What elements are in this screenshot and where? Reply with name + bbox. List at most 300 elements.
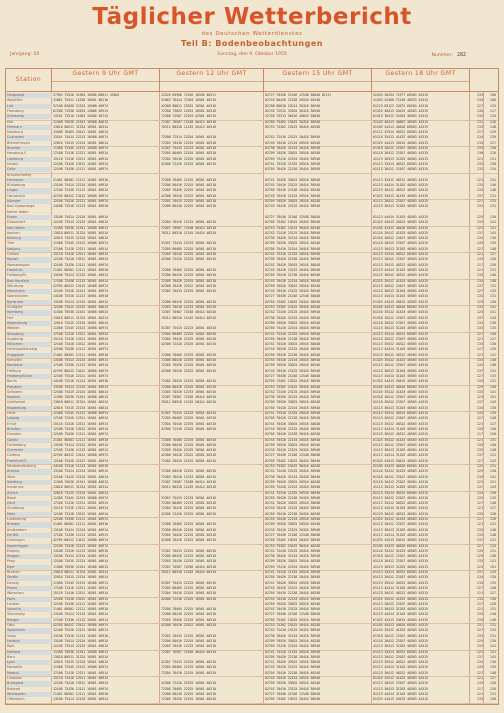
extra-value-1: 133 — [476, 183, 483, 188]
observation-group: 41113 36413 31203 40563 44315 — [373, 368, 428, 373]
extra-value-2: 131 — [489, 294, 496, 299]
observation-group: 17108 72416 12311 10561 40914 — [53, 670, 108, 675]
station-name: Lissabon — [7, 676, 22, 680]
station-name: Straubing — [7, 331, 24, 336]
extra-value-2: 130 — [489, 554, 496, 559]
observation-group: 02727 70436 21346 12548 30848 — [265, 373, 320, 378]
station-name: Neubrandenburg — [7, 464, 36, 468]
extra-value-2: 131 — [489, 538, 496, 543]
station-header-label: Station — [15, 76, 42, 83]
extra-value-1: 137 — [476, 315, 483, 320]
extra-value-2: 135 — [489, 495, 496, 500]
observation-group: 02745 70416 22134 20516 30948 — [265, 437, 320, 442]
extra-value-2: 130 — [489, 320, 496, 325]
extra-value-1: 121 — [476, 421, 483, 426]
extra-value-1: 133 — [476, 204, 483, 209]
observation-group: 13108 75414 22134 10561 40914 — [53, 697, 108, 702]
observation-group: 02745 70416 22134 20516 30948 — [265, 278, 320, 283]
subheader-row — [264, 81, 371, 89]
observation-group: 02705 70426 22138 20416 30948 — [265, 654, 320, 659]
observation-group: 02705 75402 13015 20416 30948 — [265, 379, 320, 384]
extra-value-2: 133 — [489, 628, 496, 633]
observation-group: 42765 80412 13412 10568 40974 — [53, 368, 108, 373]
observation-group: 61325 44413 20415 40563 44315 — [373, 617, 428, 622]
extra-value-2: 126 — [489, 601, 496, 606]
observation-group: 01113 26412 23107 40563 44315 — [373, 416, 428, 421]
observation-group: 02745 70416 23125 20416 30948 — [265, 607, 320, 612]
station-name: Brocken — [7, 426, 21, 431]
observation-group: 41113 36413 31203 40563 44315 — [373, 607, 428, 612]
observation-group: 42308 70416 23152 10561 40310 — [161, 453, 216, 458]
observation-group: 02705 75416 22154 20416 30948 — [265, 156, 320, 161]
observation-group: 02705 70426 22138 20416 30948 — [265, 416, 320, 421]
observation-group: 12108 73418 13512 10561 40914 — [53, 681, 108, 686]
station-name: Bremen — [7, 146, 21, 150]
observation-group: 21401 80501 12111 10561 40910 — [53, 437, 108, 442]
observation-group: 12816 73415 22134 10561 40614 — [53, 575, 108, 580]
extra-value-2: 127 — [489, 591, 496, 596]
observation-group: 02741 75316 21335 20518 30948 — [265, 161, 320, 166]
station-name: Paris — [7, 596, 16, 601]
observation-group: 01113 33414 40312 60563 44315 — [373, 649, 428, 654]
station-name: Weiden — [7, 326, 20, 331]
extra-value-2: 130 — [489, 214, 496, 219]
observation-group: 02709 70526 33025 20516 40348 — [265, 241, 320, 246]
observation-group: 61325 35412 41433 40563 44315 — [373, 517, 428, 521]
observation-group: 11308 70536 21541 10568 40613 — [53, 310, 108, 315]
observation-group: 17108 72436 11213 10561 40914 — [53, 532, 108, 537]
station-name: Helsinki — [7, 638, 21, 643]
observation-group: 42306 72416 23155 10561 40310 — [161, 511, 216, 516]
observation-group: 61325 35412 41433 40563 44315 — [373, 278, 428, 283]
observation-group: 72306 80416 22155 10561 40310 — [161, 612, 216, 617]
observation-group: 61325 35412 41433 40563 44315 — [373, 676, 428, 680]
observation-group: 02705 75416 22154 20416 30948 — [265, 246, 320, 251]
observation-group: 11368 72545 21513 10568 40974 — [53, 146, 108, 150]
observation-group: 01118 26412 23107 40563 44315 — [373, 479, 428, 484]
extra-value-2: 131 — [489, 691, 496, 696]
station-name: Osnabrück — [7, 193, 26, 198]
observation-group: 61325 44413 20415 40563 44315 — [373, 220, 428, 225]
observation-group: 12108 75436 12111 10561 40974 — [53, 601, 108, 606]
observation-group: 11308 70536 21541 10568 40613 — [53, 119, 108, 124]
observation-group: 72302 70415 22155 10561 40310 — [161, 199, 216, 203]
observation-group: 01318 26412 23107 40563 44315 — [373, 315, 428, 320]
observation-group: 11308 70536 21541 10568 40613 — [53, 395, 108, 400]
station-name: Luxemburg — [7, 517, 27, 521]
observation-group: 12108 75416 22131 10561 40974 — [53, 373, 108, 378]
observation-group: 02745 70416 23125 20416 30948 — [265, 204, 320, 209]
station-name: Basel — [7, 495, 17, 500]
observation-group: 02705 70416 22138 20416 40348 — [265, 670, 320, 675]
observation-group: 01113 35412 40312 40563 44315 — [373, 342, 428, 347]
observation-group: 17108 72436 11213 10561 40914 — [53, 278, 108, 283]
observation-group: 02753 75302 23415 30416 40348 — [265, 124, 320, 129]
extra-value-1: 127 — [476, 628, 483, 633]
observation-group: 02741 75316 21335 20518 30948 — [265, 649, 320, 654]
observation-group: 02709 70526 33025 20516 40348 — [265, 151, 320, 156]
extra-value-1: 127 — [476, 373, 483, 378]
group-header-label: Gestern 9 Uhr GMT — [72, 70, 139, 77]
extra-value-1: 133 — [476, 548, 483, 553]
extra-value-2: 133 — [489, 199, 496, 203]
observation-group: 11368 72545 21513 10568 40974 — [53, 665, 108, 670]
extra-value-1: 137 — [476, 230, 483, 235]
extra-value-2: 126 — [489, 119, 496, 124]
observation-group: 02745 70416 23125 20416 30948 — [265, 506, 320, 511]
station-name: Halle — [7, 411, 16, 415]
extra-value-1: 121 — [476, 591, 483, 596]
observation-group: 42306 72416 23155 10561 40310 — [161, 426, 216, 431]
observation-group: 17108 72436 11213 10561 40914 — [53, 188, 108, 193]
observation-group: 01116 35412 41433 40563 44315 — [373, 310, 428, 315]
station-name: Konstanz — [7, 363, 23, 368]
observation-group: 13108 75414 22134 10561 40914 — [53, 299, 108, 304]
station-name: Würzburg — [7, 283, 24, 288]
observation-group: 72306 80416 22155 10561 40310 — [161, 554, 216, 559]
observation-group: 02742 72416 23125 20416 30948 — [265, 230, 320, 235]
observation-group: 01113 35412 40312 40563 44315 — [373, 177, 428, 182]
observation-group: 72306 80416 22155 10561 40310 — [161, 183, 216, 188]
observation-group: 12108 73415 22134 10561 40614 — [53, 474, 108, 479]
extra-value-2: 133 — [489, 543, 496, 548]
extra-value-2: 131 — [489, 633, 496, 638]
observation-group: 61325 35412 41433 40563 44315 — [373, 437, 428, 442]
extra-value-1: 133 — [476, 93, 483, 97]
observation-group: 21401 80501 12111 10561 40910 — [53, 522, 108, 527]
extra-value-2: 134 — [489, 114, 496, 119]
extra-value-2: 117 — [489, 108, 496, 113]
station-name: Greifswald — [7, 400, 25, 405]
observation-group: 02745 70416 23125 20416 30948 — [265, 426, 320, 431]
observation-group: 02745 70416 23125 20416 30948 — [265, 347, 320, 352]
extra-value-2: 143 — [489, 230, 496, 235]
observation-group: 72300 72507 22254 42561 40310 — [161, 114, 216, 119]
extra-value-1: 129 — [476, 469, 483, 474]
observation-group: 01113 33414 40312 60563 44315 — [373, 570, 428, 574]
observation-group: 01113 44414 31103 40563 44315 — [373, 506, 428, 511]
extra-value-2: 143 — [489, 570, 496, 574]
observation-group: 13108 75414 22134 10561 40914 — [53, 384, 108, 389]
observation-group: 41113 36413 31203 40563 44315 — [373, 405, 428, 410]
observation-group: 02736 70426 32134 20418 30948 — [265, 474, 320, 479]
observation-group: 02745 70416 23125 20416 30948 — [265, 267, 320, 272]
observation-group: 72305 70426 22155 10561 40310 — [161, 697, 216, 702]
observation-group: 14108 72516 11213 10561 40910 — [53, 204, 108, 209]
observation-group: 15118 72416 12511 10561 40914 — [53, 421, 108, 426]
extra-value-2: 141 — [489, 559, 496, 564]
extra-value-1: 133 — [476, 326, 483, 331]
extra-value-1: 121 — [476, 607, 483, 612]
extra-value-2: 130 — [489, 257, 496, 262]
extra-value-1: 129 — [476, 384, 483, 389]
observation-group: 70312 80310 11245 20414 40310 — [161, 315, 216, 320]
observation-group: 72304 70416 22155 10561 40310 — [161, 421, 216, 426]
station-name: Augsburg — [7, 336, 24, 341]
station-name: Schleswig — [7, 114, 24, 119]
observation-group: 12108 73418 13512 10561 40914 — [53, 161, 108, 166]
extra-value-2: 126 — [489, 517, 496, 521]
observation-group: 13108 75414 22134 10561 40914 — [53, 273, 108, 278]
observation-group: 14108 72516 11213 10561 40910 — [53, 379, 108, 384]
observation-group: 02708 80018 23214 20416 30948 — [265, 103, 320, 108]
station-name: Madrid — [7, 670, 19, 675]
observation-group: 11368 72545 21513 10568 40974 — [53, 580, 108, 585]
observation-group: 72306 80416 22155 10561 40310 — [161, 384, 216, 389]
date-label: Sonntag, den 9. Oktober 1955 — [217, 52, 287, 57]
extra-value-2: 130 — [489, 426, 496, 431]
station-name: Brüssel — [7, 522, 20, 527]
extra-value-1: 137 — [476, 193, 483, 198]
observation-group: 02741 70426 33015 20516 30848 — [265, 342, 320, 347]
extra-value-2: 151 — [489, 395, 496, 400]
observation-group: 72303 70416 12233 10561 40310 — [161, 644, 216, 649]
extra-value-1: 134 — [476, 320, 483, 325]
extra-value-2: 127 — [489, 676, 496, 680]
observation-group: 01113 44414 31103 40563 44315 — [373, 585, 428, 590]
observation-group: 01118 26412 23107 40563 44315 — [373, 151, 428, 156]
observation-group: 02705 70426 22138 20416 30948 — [265, 257, 320, 262]
observation-group: 12108 75416 22131 10561 40974 — [53, 289, 108, 294]
observation-group: 01113 44414 31103 40563 44315 — [373, 612, 428, 617]
observation-group: 01116 35412 41433 40563 44315 — [373, 469, 428, 474]
observation-group: 01113 26412 23107 40563 44315 — [373, 575, 428, 580]
station-name: Görlitz — [7, 437, 19, 442]
observation-group: 12108 73415 22134 10561 40614 — [53, 220, 108, 225]
observation-group: 41113 36413 31203 40563 44315 — [373, 485, 428, 490]
observation-group: 42765 80412 13412 10568 40974 — [53, 623, 108, 627]
observation-group: 13018 80511 31324 10561 40314 — [53, 485, 108, 490]
extra-value-2: 130 — [489, 161, 496, 166]
observation-group: 72305 80405 22155 10561 40310 — [161, 665, 216, 670]
extra-value-1: 121 — [476, 267, 483, 272]
observation-group: 13108 75414 22134 10561 40914 — [53, 469, 108, 474]
station-name: Zürich — [7, 490, 18, 495]
observation-group: 02741 70426 33015 20516 30848 — [265, 501, 320, 506]
observation-group: 01113 26412 23107 40563 44315 — [373, 495, 428, 500]
extra-value-1: 133 — [476, 633, 483, 638]
extra-value-2: 135 — [489, 411, 496, 415]
station-name: Wyk/Föhr — [7, 98, 23, 103]
observation-group: 72308 70405 22155 10561 40310 — [161, 686, 216, 691]
observation-group: 02745 70416 23125 20416 30948 — [265, 686, 320, 691]
extra-value-1: 133 — [476, 305, 483, 309]
station-name: Frankfurt — [7, 267, 23, 272]
station-name: Regensburg — [7, 320, 28, 325]
observation-group: 72306 80416 22155 10561 40310 — [161, 691, 216, 696]
extra-value-1: 137 — [476, 538, 483, 543]
observation-group: 72306 80416 22155 10561 40310 — [161, 204, 216, 209]
observation-group: 02709 70526 33025 20516 40348 — [265, 400, 320, 405]
station-name: Hof — [7, 315, 13, 320]
observation-group: 02742 72416 23125 20416 30948 — [265, 389, 320, 394]
extra-value-1: 121 — [476, 691, 483, 696]
station-name: Budapest — [7, 681, 24, 686]
observation-group: 13108 75414 22134 10561 40914 — [53, 554, 108, 559]
extra-value-1: 133 — [476, 278, 483, 283]
extra-value-1: 133 — [476, 644, 483, 649]
station-name: Marseille — [7, 665, 23, 670]
observation-group: 17108 72416 12311 10561 40914 — [53, 416, 108, 421]
observation-group: 01318 26412 23107 40563 44315 — [373, 554, 428, 559]
extra-value-2: 148 — [489, 617, 496, 622]
observation-group: 02745 70416 22134 20516 30948 — [265, 676, 320, 680]
observation-group: 72306 80416 22155 10561 40310 — [161, 442, 216, 447]
station-name: München — [7, 342, 23, 347]
observation-group: 02727 70436 21346 12548 30848 — [265, 214, 320, 219]
observation-group: 02727 70436 21346 12548 30848 — [265, 691, 320, 696]
observation-group: 52435 36434 72377 60563 44315 — [373, 93, 428, 97]
observation-group: 12108 75436 12111 10561 40974 — [53, 262, 108, 267]
observation-group: 72305 70426 22155 10561 40310 — [161, 617, 216, 622]
observation-group: 01118 26412 23107 40563 44315 — [373, 241, 428, 246]
extra-value-2: 130 — [489, 511, 496, 516]
observation-group: 61325 44413 20415 40563 44315 — [373, 379, 428, 384]
observation-group: 01113 26412 23107 40563 44315 — [373, 522, 428, 527]
observation-group: 31103 46413 40407 40563 44315 — [373, 119, 428, 124]
observation-group: 01318 26412 23107 40563 44315 — [373, 236, 428, 241]
observation-group: 72303 70416 12233 10561 40310 — [161, 220, 216, 225]
observation-group: 01113 26412 23107 40563 44315 — [373, 199, 428, 203]
extra-value-2: 131 — [489, 352, 496, 357]
observation-group: 72303 70416 12233 10561 40310 — [161, 559, 216, 564]
observation-group: 13018 80511 31324 10561 40314 — [53, 230, 108, 235]
station-name: Kahler Asten — [7, 209, 29, 214]
observation-group: 41113 36413 31203 40563 44315 — [373, 448, 428, 453]
observation-group: 72304 70416 22155 10561 40310 — [161, 252, 216, 256]
extra-value-1: 123 — [476, 225, 483, 230]
observation-group: 02745 70416 22134 20516 30948 — [265, 193, 320, 198]
station-name: Celle — [7, 167, 16, 172]
observation-group: 02705 70416 22138 20416 40348 — [265, 432, 320, 437]
station-name: Breslau — [7, 570, 20, 574]
extra-value-2: 130 — [489, 236, 496, 241]
extra-value-2: 148 — [489, 501, 496, 506]
observation-group: 02705 70416 22138 20416 40348 — [265, 188, 320, 193]
extra-value-1: 117 — [476, 347, 483, 352]
observation-group: 02741 70426 33015 20516 30848 — [265, 580, 320, 585]
observation-group: 72307 70507 72438 40414 40310 — [161, 310, 216, 315]
station-name: Rostock — [7, 395, 21, 400]
observation-group: 01113 44414 31103 40563 44315 — [373, 665, 428, 670]
observation-group: 01116 35412 41433 40563 44315 — [373, 628, 428, 633]
observation-group: 41113 36413 31203 40563 44315 — [373, 644, 428, 649]
observation-group: 12108 73415 22134 10561 40614 — [53, 305, 108, 309]
extra-value-2: 131 — [489, 453, 496, 458]
extra-value-2: 148 — [489, 585, 496, 590]
observation-group: 02709 70526 33025 20516 40348 — [265, 442, 320, 447]
extra-value-1: 127 — [476, 416, 483, 421]
station-name: Trier — [7, 241, 15, 246]
observation-group: 12816 73415 22134 10561 40614 — [53, 140, 108, 145]
observation-group: 72304 70416 22155 10561 40310 — [161, 591, 216, 596]
station-header — [6, 69, 52, 91]
observation-group: 42308 70416 23152 10561 40310 — [161, 283, 216, 288]
extra-value-2: 106 — [489, 98, 496, 103]
extra-value-1: 123 — [476, 479, 483, 484]
extra-value-1: 133 — [476, 342, 483, 347]
extra-value-2: 131 — [489, 193, 496, 198]
observation-group: 01113 35412 40312 40563 44315 — [373, 580, 428, 585]
observation-group: 67208 72530 42554 13006 40914 — [53, 108, 108, 113]
station-name: Metz — [7, 511, 16, 516]
observation-group: 02705 75402 13015 20416 30948 — [265, 617, 320, 622]
observation-group: 02736 70426 32134 20418 30948 — [265, 146, 320, 150]
station-name: Stockholm — [7, 628, 25, 633]
extra-value-2: 130 — [489, 490, 496, 495]
extra-value-2: 130 — [489, 342, 496, 347]
group-header-label: Gestern 15 Uhr GMT — [282, 70, 353, 77]
observation-group: 01105 44413 40426 60563 44315 — [373, 124, 428, 129]
observation-group: 01113 44414 31103 40563 44315 — [373, 267, 428, 272]
subheader-row — [52, 81, 159, 89]
extra-value-2: 148 — [489, 331, 496, 336]
extra-value-1: 127 — [476, 199, 483, 203]
observation-group: 02736 70426 32134 20418 30948 — [265, 236, 320, 241]
extra-value-2: 140 — [489, 358, 496, 362]
observation-group: 01318 26412 23107 40563 44315 — [373, 633, 428, 638]
observation-group: 02705 75402 13015 20416 30948 — [265, 458, 320, 463]
observation-group: 15118 72416 12511 10561 40914 — [53, 156, 108, 161]
observation-group: 01113 44414 31103 40563 44315 — [373, 373, 428, 378]
observation-group: 61325 35412 41433 40563 44315 — [373, 596, 428, 601]
observation-group: 17108 72416 12311 10561 40914 — [53, 331, 108, 336]
extra-value-2: 131 — [489, 267, 496, 272]
station-name: Stornoway — [7, 612, 25, 617]
observation-group: 21401 80501 12111 10561 40910 — [53, 177, 108, 182]
extra-value-1: 129 — [476, 554, 483, 559]
station-name: Frankfurt/O. — [7, 458, 28, 463]
observation-group: 13018 80511 31324 10561 40314 — [53, 400, 108, 405]
extra-value-1: 133 — [476, 124, 483, 129]
station-name: London — [7, 601, 20, 606]
extra-value-1: 133 — [476, 448, 483, 453]
station-name: Rom — [7, 644, 15, 649]
extra-value-2: 131 — [489, 204, 496, 209]
observation-group: 02745 70416 23125 20416 30948 — [265, 183, 320, 188]
extra-value-1: 127 — [476, 331, 483, 336]
observation-group: 01113 26412 23107 40563 44315 — [373, 601, 428, 606]
extra-value-1: 127 — [476, 585, 483, 590]
extra-value-1: 133 — [476, 665, 483, 670]
extra-value-2: 131 — [489, 623, 496, 627]
extra-columns-header — [470, 69, 498, 91]
station-name: Bergen — [7, 617, 20, 622]
observation-group: 02727 70436 21346 12548 30848 — [265, 294, 320, 299]
extra-value-2: 131 — [489, 522, 496, 527]
observation-group: 01113 26412 23107 40563 44315 — [373, 257, 428, 262]
extra-value-1: 133 — [476, 358, 483, 362]
observation-group: 72305 70426 22155 10561 40310 — [161, 278, 216, 283]
station-name: List — [7, 103, 13, 108]
row-divider — [6, 703, 498, 704]
observation-group: 11368 72545 21513 10568 40974 — [53, 241, 108, 246]
number-label: Nummer: — [431, 53, 453, 58]
observation-group: 01118 26412 23107 40563 44315 — [373, 400, 428, 405]
observation-group: 12108 75436 12111 10561 40974 — [53, 686, 108, 691]
observation-group: 31063 70414 72304 10561 40310 — [161, 98, 216, 103]
extra-value-2: 131 — [489, 548, 496, 553]
extra-value-1: 134 — [476, 490, 483, 495]
extra-value-1: 121 — [476, 676, 483, 680]
observation-group: 72305 80405 22155 10561 40310 — [161, 246, 216, 251]
extra-value-1: 133 — [476, 220, 483, 225]
station-name: Flensburg — [7, 108, 24, 113]
observation-group: 17108 72416 12311 10561 40914 — [53, 151, 108, 156]
station-name: Amsterdam — [7, 527, 27, 532]
extra-value-2: 151 — [489, 649, 496, 654]
observation-group: 01116 35412 41433 40563 44315 — [373, 135, 428, 140]
